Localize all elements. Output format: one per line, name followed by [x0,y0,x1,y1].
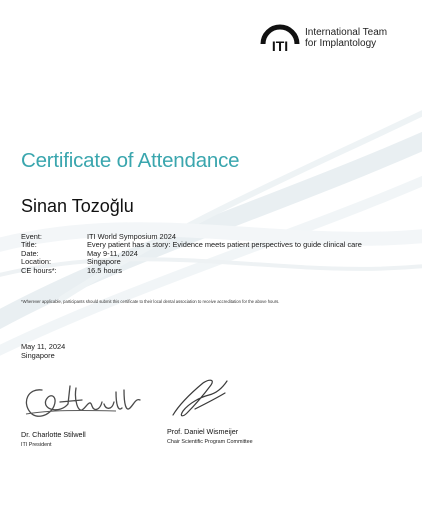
detail-value: Every patient has a story: Evidence meets patient perspectives to guide clinical care [87,240,362,250]
detail-row-ce-hours [21,267,362,275]
accreditation-footnote: *Wherever applicable, participants should submit this certificate to their local dental association to receive accreditation for the above hours. [21,299,280,304]
detail-label: Title: [21,240,37,250]
signer-role: ITI President [21,442,52,448]
event-details [21,233,362,275]
signature-stilwell [20,380,145,422]
detail-value: May 9-11, 2024 [87,248,138,258]
recipient-name: Sinan Tozoğlu [21,196,134,216]
issue-place: Singapore [21,350,55,360]
signer-name: Prof. Daniel Wismeijer [167,427,239,436]
detail-label: Location: [21,257,51,267]
detail-row-location [21,258,362,266]
detail-label: CE hours*: [21,265,57,275]
logo-line-1: International Team [305,27,388,38]
detail-value: Singapore [87,257,121,267]
signer-president [21,430,86,448]
detail-value: ITI World Symposium 2024 [87,232,176,241]
detail-label: Event: [21,232,42,241]
certificate-title: Certificate of Attendance [21,149,240,172]
signer-chair [167,427,253,445]
detail-row-date [21,250,362,258]
signer-name: Dr. Charlotte Stilwell [21,430,86,439]
signature-wismeijer [165,375,235,421]
issue-info [21,343,65,360]
signer-role: Chair Scientific Program Committee [167,439,253,445]
detail-value: 16.5 hours [87,265,122,275]
iti-logo [258,18,408,58]
issue-date: May 11, 2024 [21,342,66,351]
detail-row-title [21,241,362,249]
logo-wordmark [305,27,387,49]
iti-logo-mark [258,18,302,58]
logo-line-2: for Implantology [305,38,377,49]
detail-label: Date: [21,248,39,258]
logo-mark-text: ITI [271,38,289,54]
